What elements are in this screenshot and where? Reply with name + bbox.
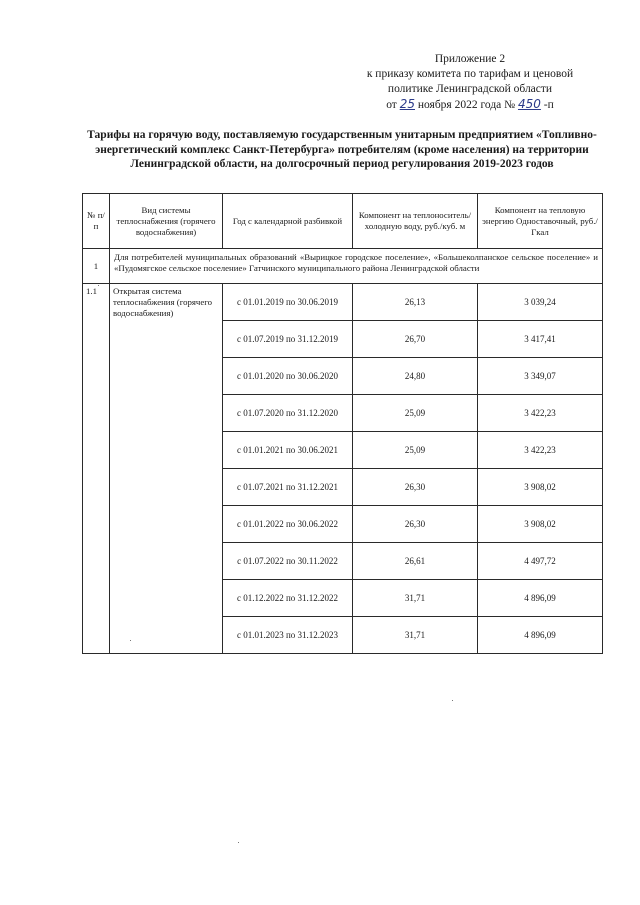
- energy-component-cell: 3 039,24: [478, 284, 603, 321]
- period-cell: с 01.07.2022 по 30.11.2022: [223, 543, 353, 580]
- energy-component-cell: 3 417,41: [478, 321, 603, 358]
- period-cell: с 01.01.2022 по 30.06.2022: [223, 506, 353, 543]
- water-component-cell: 26,30: [353, 469, 478, 506]
- table-header-row: [83, 194, 603, 249]
- water-component-cell: 24,80: [353, 358, 478, 395]
- header-num: № п/п: [83, 194, 110, 249]
- period-cell: с 01.12.2022 по 31.12.2022: [223, 580, 353, 617]
- header-system: Вид системы теплоснабжения (горячего водоснабжения): [110, 194, 223, 249]
- system-type: Открытая система теплоснабжения (горячего водоснабжения): [110, 284, 223, 654]
- header-water-component: Компонент на теплоноситель/холодную воду, руб./куб. м: [353, 194, 478, 249]
- period-cell: с 01.07.2021 по 31.12.2021: [223, 469, 353, 506]
- table-row: [83, 284, 603, 321]
- appendix-order-line: к приказу комитета по тарифам и ценовой: [366, 68, 574, 80]
- period-cell: с 01.07.2019 по 31.12.2019: [223, 321, 353, 358]
- water-component-cell: 25,09: [353, 432, 478, 469]
- water-component-cell: 26,13: [353, 284, 478, 321]
- scan-speck: [98, 285, 99, 286]
- scan-speck: [452, 700, 453, 701]
- header-year: Год с календарной разбивкой: [223, 194, 353, 249]
- energy-component-cell: 4 497,72: [478, 543, 603, 580]
- section-description: Для потребителей муниципальных образований «Вырицкое городское поселение», «Большеколпанское сельское поселение» и «Пудомягское сельское поселение» Гатчинского муниципального района Ленинградской области: [110, 249, 603, 284]
- energy-component-cell: 4 896,09: [478, 617, 603, 654]
- date-middle: ноября 2022 года №: [417, 99, 516, 111]
- water-component-cell: 26,30: [353, 506, 478, 543]
- energy-component-cell: 3 908,02: [478, 469, 603, 506]
- section-row: [83, 249, 603, 284]
- handwritten-day: 25: [399, 97, 415, 111]
- period-cell: с 01.01.2019 по 30.06.2019: [223, 284, 353, 321]
- appendix-title: Приложение 2: [434, 53, 506, 65]
- period-cell: с 01.01.2023 по 31.12.2023: [223, 617, 353, 654]
- header-energy-component: Компонент на тепловую энергию Одноставочный, руб./Гкал: [478, 194, 603, 249]
- handwritten-order-number: 450: [518, 97, 541, 111]
- appendix-date-line: [350, 97, 590, 113]
- date-prefix: от: [386, 99, 397, 111]
- energy-component-cell: 3 422,23: [478, 432, 603, 469]
- document-title: Тарифы на горячую воду, поставляемую государственным унитарным предприятием «Топливно-энергетический комплекс Санкт-Петербурга» потребителям (кроме населения) на территории Ленинградской области, на долгосрочный период регулирования 2019-2023 годов: [87, 129, 597, 170]
- appendix-committee-line: политике Ленинградской области: [387, 83, 553, 95]
- scan-speck: [238, 842, 239, 843]
- period-cell: с 01.01.2020 по 30.06.2020: [223, 358, 353, 395]
- period-cell: с 01.07.2020 по 31.12.2020: [223, 395, 353, 432]
- tariff-table: [82, 193, 603, 654]
- water-component-cell: 31,71: [353, 580, 478, 617]
- energy-component-cell: 4 896,09: [478, 580, 603, 617]
- water-component-cell: 26,61: [353, 543, 478, 580]
- energy-component-cell: 3 422,23: [478, 395, 603, 432]
- section-num: 1: [83, 249, 110, 284]
- group-num: 1.1: [83, 284, 110, 654]
- energy-component-cell: 3 908,02: [478, 506, 603, 543]
- order-suffix: -п: [543, 99, 554, 111]
- energy-component-cell: 3 349,07: [478, 358, 603, 395]
- scan-speck: [130, 640, 131, 641]
- water-component-cell: 25,09: [353, 395, 478, 432]
- period-cell: с 01.01.2021 по 30.06.2021: [223, 432, 353, 469]
- water-component-cell: 26,70: [353, 321, 478, 358]
- water-component-cell: 31,71: [353, 617, 478, 654]
- appendix-header: [350, 52, 590, 113]
